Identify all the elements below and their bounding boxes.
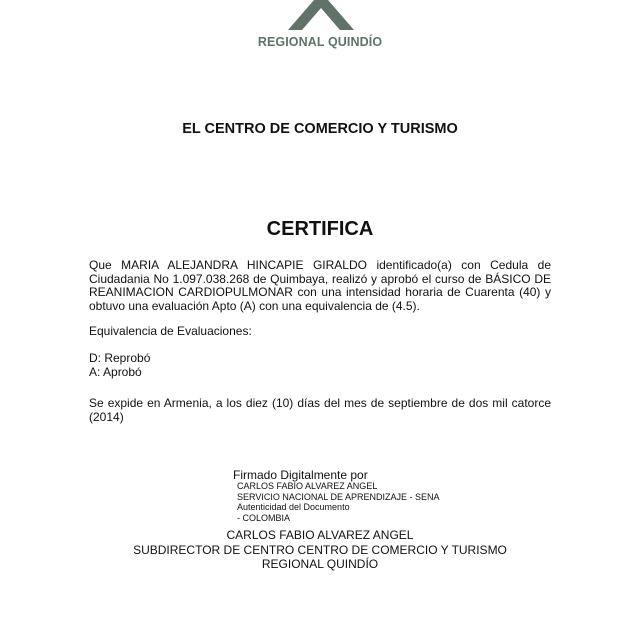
sena-chevron-logo-icon — [288, 0, 354, 30]
signature-line-name: CARLOS FABIO ALVAREZ ANGEL — [237, 481, 378, 491]
signer-region: REGIONAL QUINDÍO — [261, 557, 379, 571]
equivalence-item-a: A: Aprobó — [89, 364, 142, 379]
issue-statement: Se expide en Armenia, a los diez (10) días del mes de septiembre de dos mil catorce (2014) — [89, 396, 551, 424]
signer-position: SUBDIRECTOR DE CENTRO CENTRO DE COMERCIO Y TURISMO — [133, 542, 507, 557]
signer-block — [0, 528, 640, 572]
equivalence-list — [89, 352, 551, 379]
certification-paragraph: Que MARIA ALEJANDRA HINCAPIE GIRALDO identificado(a) con Cedula de Ciudadania No 1.097.038.268 de Quimbaya, realizó y aprobó el curso de BÁSICO DE REANIMACION CARDIOPULMONAR con una intensidad horaria de Cuarenta (40) y obtuvo una evaluación Apto (A) con una equivalencia de (4.5). — [89, 258, 551, 313]
digital-signature-heading: Firmado Digitalmente por — [233, 468, 368, 482]
signer-name: CARLOS FABIO ALVAREZ ANGEL — [226, 528, 414, 542]
logo-region-label: REGIONAL QUINDÍO — [257, 35, 383, 49]
digital-signature-block — [233, 469, 440, 523]
certificate-title: CERTIFICA — [266, 218, 374, 240]
signature-line-org: SERVICIO NACIONAL DE APRENDIZAJE - SENA — [237, 491, 440, 502]
institution-title: EL CENTRO DE COMERCIO Y TURISMO — [182, 121, 458, 137]
equivalence-item-d: D: Reprobó — [89, 351, 151, 365]
signature-line-authenticity: Autenticidad del Documento — [237, 502, 350, 512]
equivalence-heading: Equivalencia de Evaluaciones: — [89, 324, 252, 338]
signature-line-country: - COLOMBIA — [237, 512, 291, 523]
